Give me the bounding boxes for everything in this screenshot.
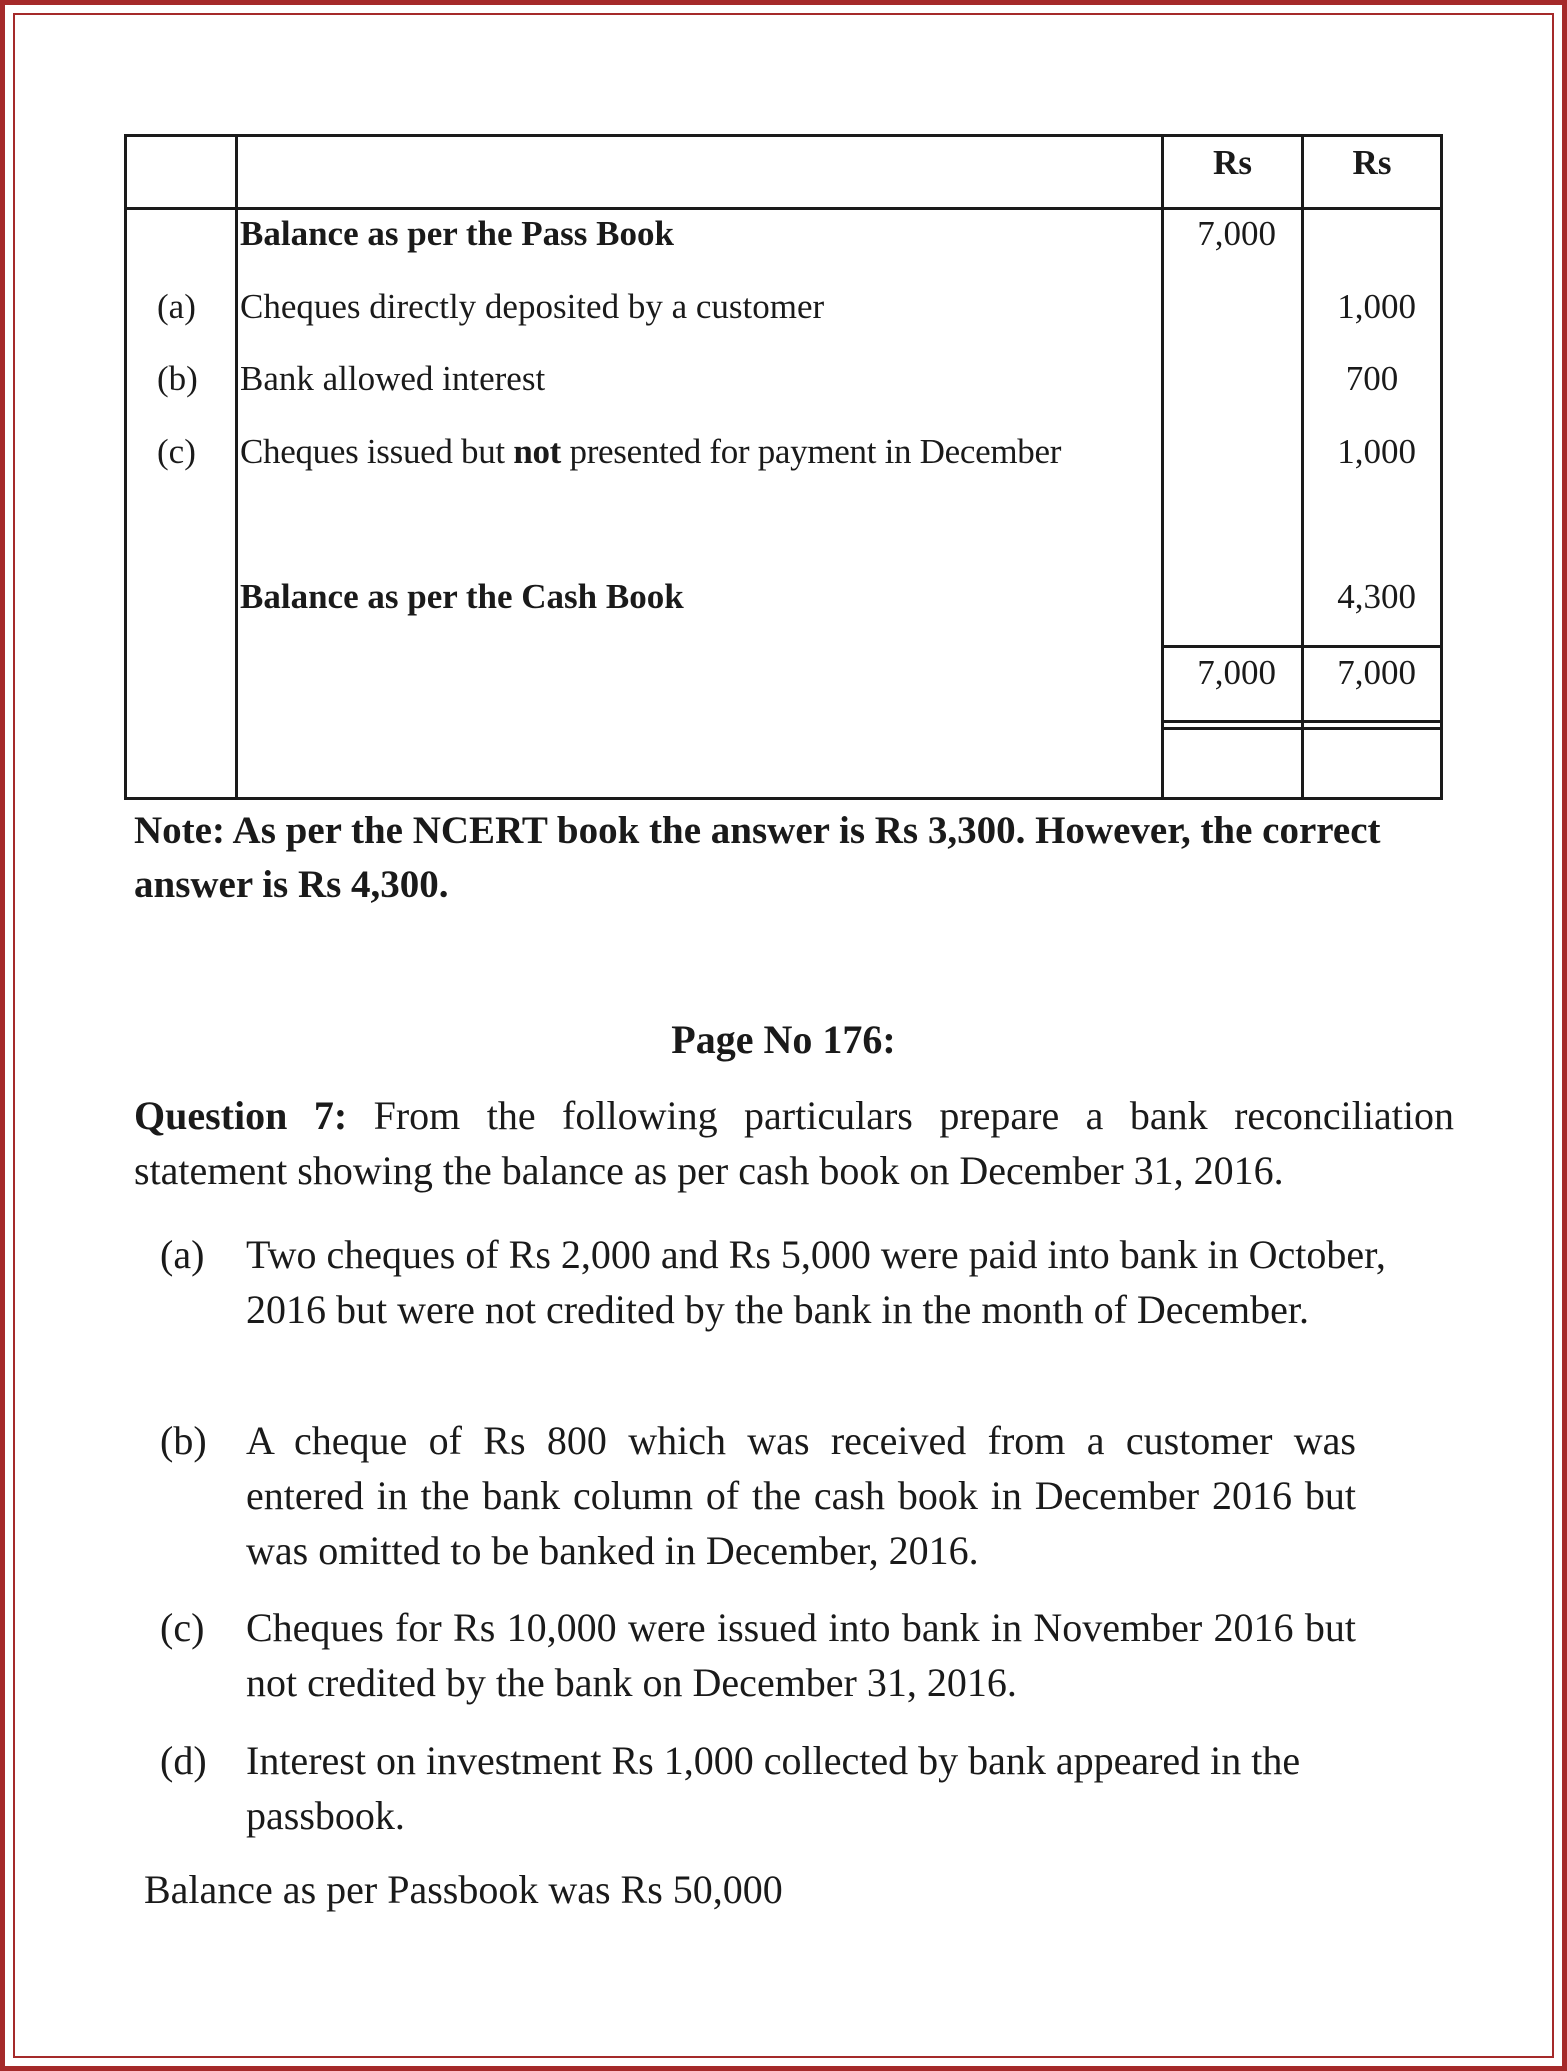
table-left-border <box>124 134 127 800</box>
total-col2: 7,000 <box>1337 653 1416 692</box>
item-c-label: (c) <box>160 1605 205 1650</box>
row-c-col2: 1,000 <box>1337 432 1416 471</box>
reconciliation-table <box>124 134 1443 800</box>
totals-top-rule <box>1161 645 1443 648</box>
item-b-text: A cheque of Rs 800 which was received from a customer was entered in the bank column of the cash book in December 2016 but was omitted to be banked in December, 2016. <box>246 1418 1356 1573</box>
item-a-label: (a) <box>160 1232 205 1277</box>
answer-note: Note: As per the NCERT book the answer is Rs 3,300. However, the correct answer is Rs 4,300. <box>134 809 1381 906</box>
row-c-text-post: presented for payment in December <box>561 432 1062 471</box>
question-text: From the following particulars prepare a bank reconciliation statement showing the balance as per cash book on December 31, 2016. <box>134 1093 1454 1193</box>
row-c-text-bold: not <box>513 432 562 471</box>
question-7 <box>134 1088 1454 1198</box>
row-c-label: (c) <box>157 432 196 471</box>
table-right-border <box>1440 134 1443 800</box>
row-a-label: (a) <box>157 287 196 326</box>
table-bottom-border <box>124 797 1443 800</box>
row-b-col2: 700 <box>1345 359 1399 398</box>
totals-double-rule-1 <box>1161 720 1443 723</box>
row-c-text <box>240 432 1158 472</box>
table-header-underline <box>124 207 1443 210</box>
row-b-text: Bank allowed interest <box>240 359 546 398</box>
totals-double-rule-2 <box>1161 727 1443 730</box>
item-d-label: (d) <box>160 1738 207 1783</box>
question-label: Question 7: <box>134 1093 348 1138</box>
table-label-divider <box>235 134 238 800</box>
total-col1: 7,000 <box>1197 653 1276 692</box>
item-c-text: Cheques for Rs 10,000 were issued into bank in November 2016 but not credited by the bank on December 31, 2016. <box>246 1605 1356 1705</box>
table-top-border <box>124 134 1443 137</box>
row-b-label: (b) <box>157 359 198 398</box>
item-a-text: Two cheques of Rs 2,000 and Rs 5,000 were paid into bank in October, 2016 but were not credited by the bank in the month of December. <box>246 1232 1386 1332</box>
row-cashbook-balance-col2: 4,300 <box>1337 577 1416 616</box>
item-d-text: Interest on investment Rs 1,000 collected by bank appeared in the passbook. <box>246 1738 1301 1838</box>
row-a-text: Cheques directly deposited by a customer <box>240 287 825 326</box>
row-a-col2: 1,000 <box>1337 287 1416 326</box>
item-b-label: (b) <box>160 1418 207 1463</box>
header-rs-col1: Rs <box>1213 143 1252 182</box>
row-passbook-balance-text: Balance as per the Pass Book <box>240 214 674 253</box>
header-rs-col2: Rs <box>1352 143 1392 182</box>
row-passbook-balance-col1: 7,000 <box>1197 214 1276 253</box>
row-cashbook-balance-text: Balance as per the Cash Book <box>240 577 684 616</box>
passbook-balance-statement: Balance as per Passbook was Rs 50,000 <box>144 1867 783 1912</box>
row-c-text-pre: Cheques issued but <box>240 432 514 471</box>
page-number-heading: Page No 176: <box>671 1017 896 1062</box>
